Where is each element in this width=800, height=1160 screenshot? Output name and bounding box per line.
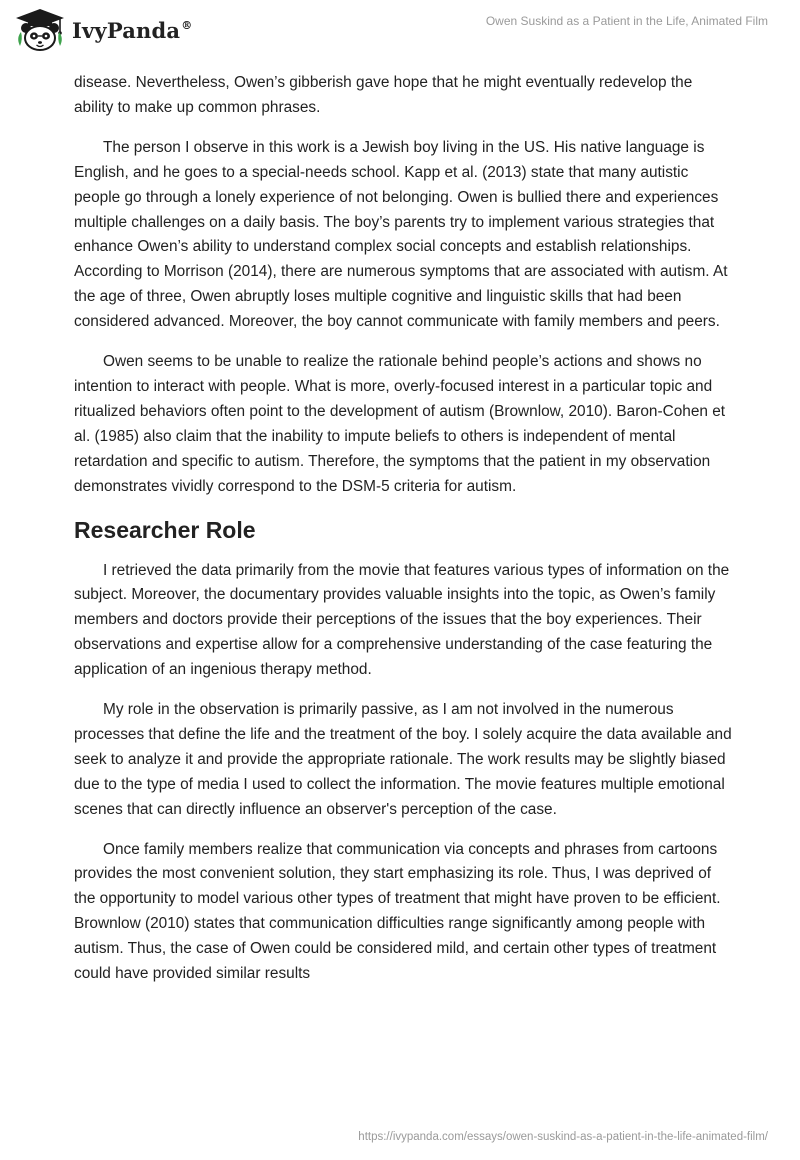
registered-mark: ® xyxy=(181,18,193,32)
source-url[interactable]: https://ivypanda.com/essays/owen-suskind-as-a-patient-in-the-life-animated-film/ xyxy=(358,1131,768,1143)
paragraph: My role in the observation is primarily passive, as I am not involved in the numerous processes that define the life and the treatment of the boy. I solely acquire the data available and seek to analyze it and provide the appropriate rationale. The work results may be slightly biased due to the type of media I used to collect the information. The movie features multiple emotional scenes that can directly influence an observer's perception of the case. xyxy=(74,701,732,818)
paragraph: Once family members realize that communication via concepts and phrases from cartoons provides the most convenient solution, they start emphasizing its role. Thus, I was deprived of the opportunity to model various other types of treatment that might have proven to be efficient. Brownlow (2010) states that communication difficulties range significantly among people with autism. Thus, the case of Owen could be considered mild, and certain other types of treatment could have provided similar results xyxy=(74,840,721,983)
panda-graduate-icon xyxy=(14,8,66,52)
paragraph-continued: disease. Nevertheless, Owen’s gibberish gave hope that he might eventually redevelop the ability to make up common phrases. xyxy=(74,74,693,116)
section-heading: Researcher Role xyxy=(74,516,256,543)
paragraph: Owen seems to be unable to realize the rationale behind people’s actions and shows no intention to interact with people. What is more, overly-focused interest in a particular topic and ritualized behaviors often point to the development of autism (Brownlow, 2010). Baron-Cohen et al. (1985) also claim that the inability to impute beliefs to others is independent of mental retardation and specific to autism. Therefore, the symptoms that the patient in my observation demonstrates vividly correspond to the DSM-5 criteria for autism. xyxy=(74,353,726,495)
essay-body xyxy=(74,71,734,1002)
ivypanda-logo[interactable] xyxy=(14,8,192,52)
document-title: Owen Suskind as a Patient in the Life, Animated Film xyxy=(485,14,768,28)
paragraph: I retrieved the data primarily from the movie that features various types of information on the subject. Moreover, the documentary provides valuable insights into the topic, as Owen’s family members and doctors provide their perceptions of the issues that the boy experiences. Their observations and expertise allow for a comprehensive understanding of the case featuring the application of an ingenious therapy method. xyxy=(74,561,730,679)
page-header xyxy=(0,0,800,60)
paragraph: The person I observe in this work is a Jewish boy living in the US. His native language is English, and he goes to a special-needs school. Kapp et al. (2013) state that many autistic people go through a lonely experience of not belonging. Owen is bullied there and experiences multiple challenges on a daily basis. The boy’s parents try to implement various strategies that enhance Owen’s ability to understand complex social concepts and establish relationships. According to Morrison (2014), there are numerous symptoms that are associated with autism. At the age of three, Owen abruptly loses multiple cognitive and linguistic skills that had been considered advanced. Moreover, the boy cannot communicate with family members and peers. xyxy=(74,138,728,331)
logo-wordmark: IvyPanda® xyxy=(72,17,193,43)
